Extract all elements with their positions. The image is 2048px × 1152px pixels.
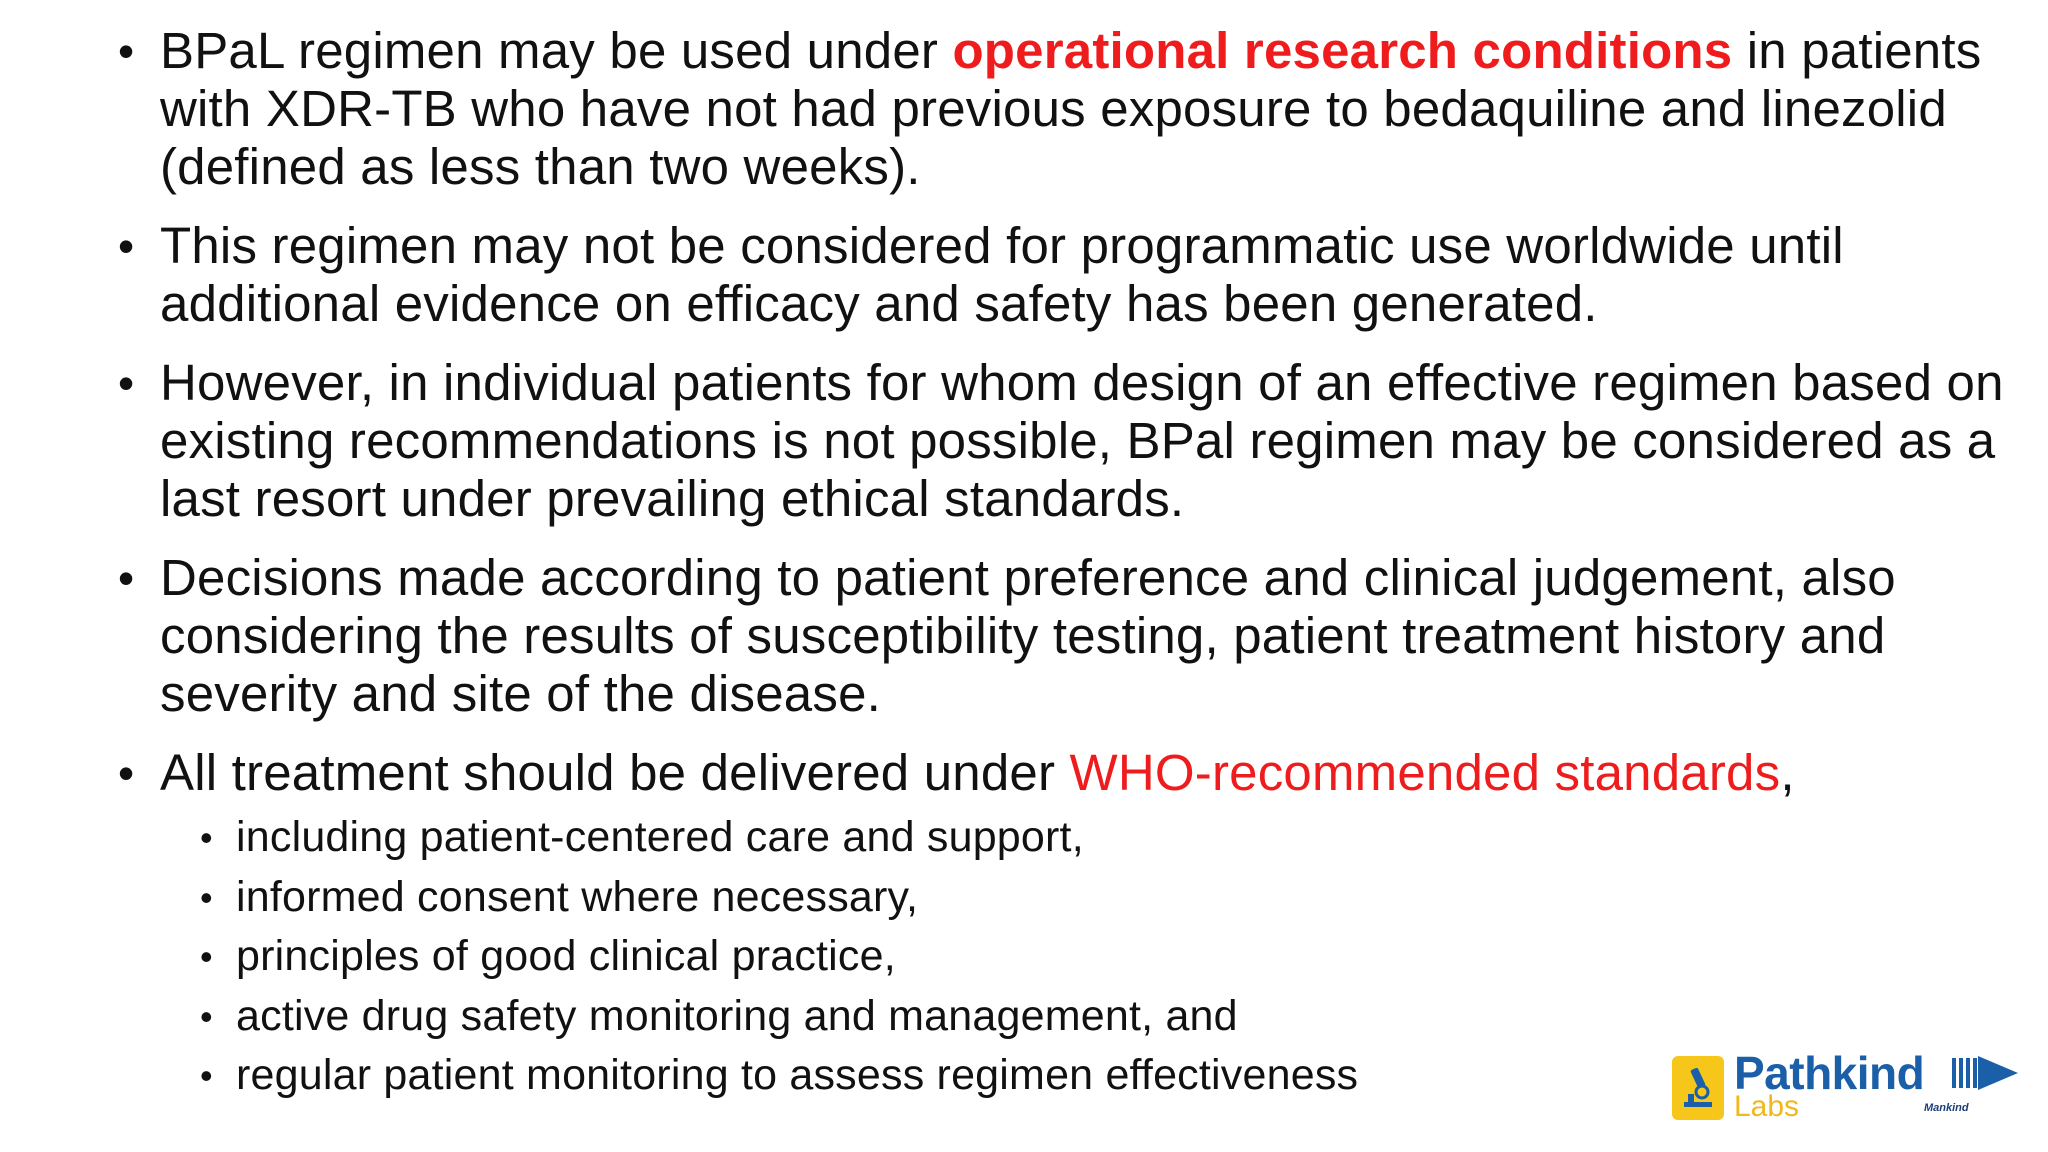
bullet-dot-icon: • xyxy=(200,817,213,858)
bullet-dot-icon: • xyxy=(118,220,135,272)
bullet-highlight: operational research conditions xyxy=(952,22,1733,79)
bullet-dot-icon: • xyxy=(118,25,135,77)
sub-bullet-item xyxy=(200,987,2018,1047)
bullet-text-pre: All treatment should be delivered under xyxy=(160,744,1070,801)
bullet-dot-icon: • xyxy=(118,747,135,799)
bullet-dot-icon: • xyxy=(118,357,135,409)
sub-bullet-text: active drug safety monitoring and management, and xyxy=(236,991,1238,1040)
bullet-dot-icon: • xyxy=(118,552,135,604)
bullet-text: This regimen may not be considered for programmatic use worldwide until additional evidence on efficacy and safety has been generated. xyxy=(160,217,1844,332)
bullet-dot-icon: • xyxy=(200,876,213,918)
bullet-text: Decisions made according to patient preference and clinical judgement, also considering the results of susceptibility testing, patient treatment history and severity and site of the disease. xyxy=(160,549,1896,722)
bullet-text-post: in patients with XDR-TB who have not had previous exposure to bedaquiline and linezolid (defined as less than two weeks). xyxy=(160,22,1982,195)
bullet-item xyxy=(118,549,2018,723)
bullet-text-post: , xyxy=(1780,744,1795,801)
bullet-text: However, in individual patients for whom design of an effective regimen based on existing recommendations is not possible, BPal regimen may be considered as a last resort under prevailing ethical standards. xyxy=(160,354,2004,527)
mankind-mark: Mankind xyxy=(1924,1102,1969,1114)
pathkind-logo xyxy=(1672,1048,2022,1136)
logo-bars-icon xyxy=(1952,1058,1978,1088)
bullet-dot-icon: • xyxy=(200,995,213,1037)
bullet-dot-icon: • xyxy=(200,936,213,977)
sub-bullet-item xyxy=(200,808,2018,868)
play-arrow-icon xyxy=(1978,1056,2018,1090)
sub-bullet-text: including patient-centered care and support, xyxy=(236,813,1084,861)
bullet-text-pre: BPaL regimen may be used under xyxy=(160,22,953,79)
logo-name: Pathkind xyxy=(1734,1047,1925,1099)
bullet-dot-icon: • xyxy=(200,1055,213,1096)
sub-bullet-item xyxy=(200,927,2018,987)
bullet-item xyxy=(118,217,2018,333)
bullet-item xyxy=(118,22,2018,196)
sub-bullet-item xyxy=(200,868,2018,928)
bullet-item xyxy=(118,354,2018,528)
logo-sub: Labs xyxy=(1734,1090,1800,1123)
microscope-icon xyxy=(1672,1056,1724,1120)
sub-bullet-text: informed consent where necessary, xyxy=(236,872,919,921)
sub-bullet-text: principles of good clinical practice, xyxy=(236,932,896,980)
bullet-list xyxy=(118,22,2018,1106)
sub-bullet-text: regular patient monitoring to assess regimen effectiveness xyxy=(236,1051,1359,1099)
bullet-highlight: WHO-recommended standards xyxy=(1069,744,1781,801)
